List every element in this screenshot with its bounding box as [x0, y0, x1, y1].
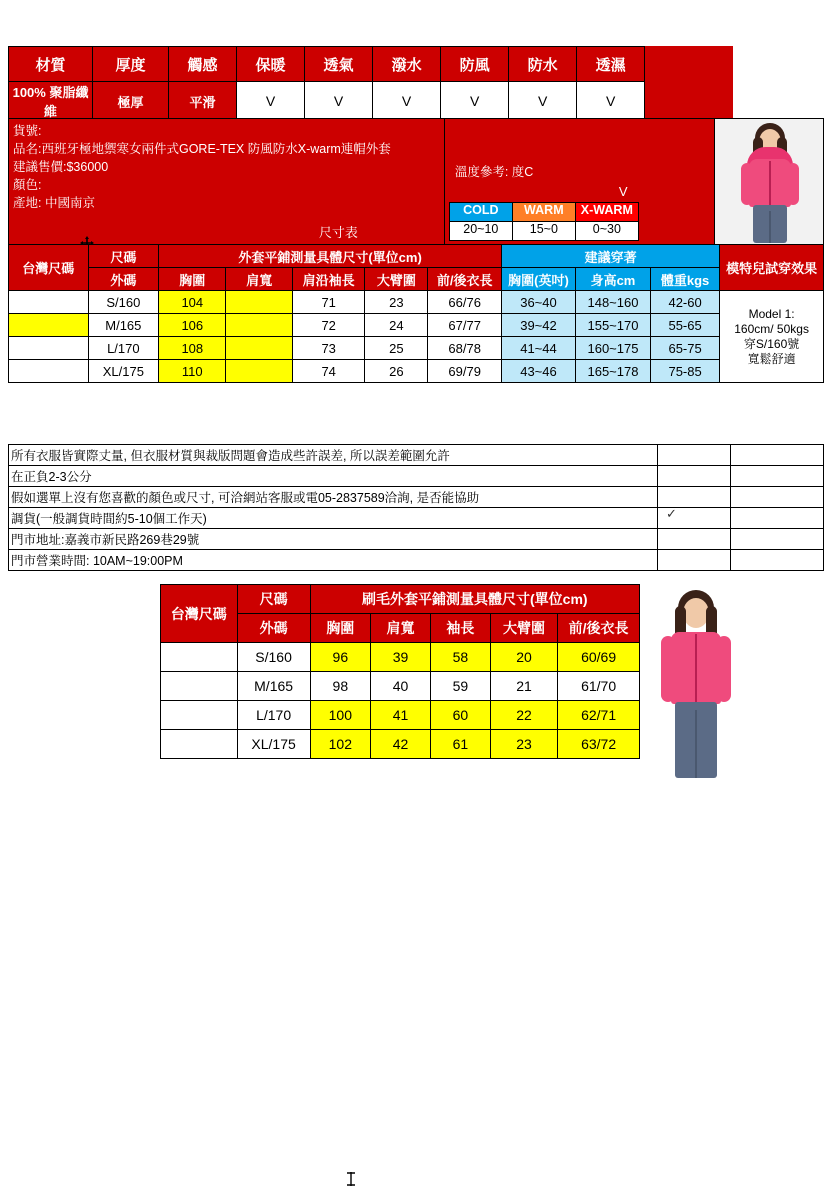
- feature-value-water-repellent: V: [373, 82, 441, 121]
- cell-sleeve: 60: [430, 701, 490, 730]
- note-spacer: [731, 466, 824, 487]
- note-row: [9, 508, 824, 529]
- price-label: 建議售價:$36000: [13, 160, 109, 174]
- feature-value-warm: V: [237, 82, 305, 121]
- note-line: 門市地址:嘉義市新民路269巷29號: [9, 529, 658, 550]
- cell-shoulder: 41: [371, 701, 431, 730]
- note-row: [9, 445, 824, 466]
- product-photo-cell: [714, 119, 823, 246]
- fleece-size-chart-table: [160, 584, 640, 759]
- fleece-header-length: 前/後衣長: [558, 614, 640, 643]
- cell-chest-inch: 43~46: [502, 360, 576, 383]
- note-spacer: [658, 487, 731, 508]
- product-info-table: [8, 118, 824, 246]
- fleece-model-photo: [641, 584, 751, 779]
- cell-weight: 42-60: [651, 291, 720, 314]
- feature-value-touch: 平滑: [168, 82, 236, 121]
- table-row: [9, 337, 824, 360]
- temp-reference-label: 溫度參考: 度C: [454, 165, 534, 179]
- model-note-line: Model 1:: [748, 306, 795, 321]
- cell-size: S/160: [88, 291, 159, 314]
- cell-height: 165~178: [575, 360, 650, 383]
- table-row: [161, 643, 640, 672]
- fleece-group-title: 刷毛外套平鋪測量具體尺寸(單位cm): [310, 585, 639, 614]
- feature-header-cell: 透氣: [305, 47, 373, 82]
- size-chart-header-size: 外碼: [88, 268, 159, 291]
- temp-col-cold: COLD: [449, 203, 512, 222]
- feature-value-material: 100% 聚脂纖維: [9, 82, 93, 121]
- cell-chest-inch: 36~40: [502, 291, 576, 314]
- model-note-line: 穿S/160號: [743, 336, 800, 351]
- cell-chest: 96: [310, 643, 370, 672]
- size-chart-group-model: 模特兒試穿效果: [720, 245, 824, 291]
- cell-weight: 55-65: [651, 314, 720, 337]
- cell-chest: 108: [159, 337, 226, 360]
- cell-sleeve: 74: [293, 360, 365, 383]
- cell-arm: 22: [490, 701, 557, 730]
- cell-length: 67/77: [428, 314, 502, 337]
- check-mark-icon: ✓: [666, 506, 677, 521]
- feature-header-cell: 材質: [9, 47, 93, 82]
- cell-shoulder: [226, 291, 293, 314]
- product-info-block: [8, 118, 824, 244]
- feature-header-cell: 防水: [509, 47, 577, 82]
- table-row: [9, 291, 824, 314]
- size-chart-header-weight: 體重kgs: [651, 268, 720, 291]
- size-chart-group-suggest: 建議穿著: [502, 245, 720, 268]
- temperature-table: [449, 202, 639, 241]
- fleece-header-shoulder: 肩寬: [371, 614, 431, 643]
- size-chart-header-row: [9, 268, 824, 291]
- size-chart-group-row: [9, 245, 824, 268]
- product-info-text: [9, 119, 445, 246]
- temp-val-warm: 15~0: [512, 222, 575, 241]
- temperature-reference-cell: [318, 119, 714, 246]
- feature-header-cell: 透濕: [577, 47, 645, 82]
- note-line: 假如選單上沒有您喜歡的顏色或尺寸, 可洽網站客服或電05-2837589洽詢, 是否能協助: [9, 487, 658, 508]
- cell-size: XL/175: [88, 360, 159, 383]
- feature-value-spacer: [645, 82, 732, 121]
- cell-arm: 26: [365, 360, 428, 383]
- feature-value-moisture: V: [577, 82, 645, 121]
- note-spacer: [658, 445, 731, 466]
- cell-arm: 24: [365, 314, 428, 337]
- cell-size: L/170: [237, 701, 310, 730]
- note-row: [9, 529, 824, 550]
- temp-val-cold: 20~10: [449, 222, 512, 241]
- cell-length: 62/71: [558, 701, 640, 730]
- cell-shoulder: [226, 360, 293, 383]
- cell-arm: 23: [365, 291, 428, 314]
- note-line: 調貨(一般調貨時間約5-10個工作天): [9, 508, 658, 529]
- fleece-chart-wrapper: [160, 584, 640, 759]
- row-stub: [161, 730, 238, 759]
- model-photo: [715, 119, 823, 245]
- cell-chest: 110: [159, 360, 226, 383]
- text-cursor-icon: [345, 1172, 357, 1186]
- note-spacer: [658, 466, 731, 487]
- origin-label: 產地: 中國南京: [13, 196, 95, 210]
- cell-shoulder: [226, 337, 293, 360]
- cell-sleeve: 58: [430, 643, 490, 672]
- row-stub: [9, 291, 89, 314]
- cell-sleeve: 71: [293, 291, 365, 314]
- feature-header-cell: 潑水: [373, 47, 441, 82]
- note-spacer: [731, 529, 824, 550]
- cell-shoulder: 42: [371, 730, 431, 759]
- cell-arm: 20: [490, 643, 557, 672]
- cell-sleeve: 73: [293, 337, 365, 360]
- temp-col-xwarm: X-WARM: [575, 203, 638, 222]
- fleece-header-size: 外碼: [237, 614, 310, 643]
- row-stub: [161, 672, 238, 701]
- row-stub: [9, 360, 89, 383]
- fleece-group-size: 尺碼: [237, 585, 310, 614]
- cell-size: S/160: [237, 643, 310, 672]
- feature-header-cell: 防風: [441, 47, 509, 82]
- model-note-line: 160cm/ 50kgs: [734, 321, 809, 336]
- notes-table: [8, 444, 824, 571]
- color-label: 顏色:: [13, 178, 42, 192]
- cell-height: 160~175: [575, 337, 650, 360]
- cell-size: M/165: [88, 314, 159, 337]
- row-stub: [161, 701, 238, 730]
- feature-header-cell: 觸感: [168, 47, 236, 82]
- cell-shoulder: [226, 314, 293, 337]
- cell-length: 66/76: [428, 291, 502, 314]
- feature-value-empty: [732, 82, 823, 121]
- size-chart-header-shoulder: 肩寬: [226, 268, 293, 291]
- note-spacer: [731, 445, 824, 466]
- size-chart-group-size: 尺碼: [88, 245, 159, 268]
- cell-chest-inch: 41~44: [502, 337, 576, 360]
- feature-value-waterproof: V: [509, 82, 577, 121]
- size-chart-header-arm: 大臂圍: [365, 268, 428, 291]
- note-line: 門市營業時間: 10AM~19:00PM: [9, 550, 658, 571]
- cell-chest: 102: [310, 730, 370, 759]
- size-chart-header-length: 前/後衣長: [428, 268, 502, 291]
- fleece-group-row: [161, 585, 640, 614]
- cell-chest: 104: [159, 291, 226, 314]
- cell-chest-inch: 39~42: [502, 314, 576, 337]
- table-row: [9, 360, 824, 383]
- row-stub: [9, 314, 89, 337]
- cell-length: 63/72: [558, 730, 640, 759]
- model-note-cell: [720, 291, 824, 383]
- size-chart-header-height: 身高cm: [575, 268, 650, 291]
- size-chart-header-chest-inch: 胸圍(英吋): [502, 268, 576, 291]
- cell-arm: 25: [365, 337, 428, 360]
- fleece-header-chest: 胸圍: [310, 614, 370, 643]
- note-spacer: [658, 529, 731, 550]
- feature-header-cell: 厚度: [93, 47, 169, 82]
- cell-sleeve: 59: [430, 672, 490, 701]
- cell-size: XL/175: [237, 730, 310, 759]
- model-note-line: 寬鬆舒適: [747, 351, 796, 366]
- row-stub: [161, 643, 238, 672]
- cell-size: M/165: [237, 672, 310, 701]
- note-spacer: [731, 487, 824, 508]
- feature-header-cell: 保暖: [237, 47, 305, 82]
- table-row: [161, 701, 640, 730]
- cell-weight: 75-85: [651, 360, 720, 383]
- size-table-label: 尺寸表: [318, 225, 358, 240]
- feature-value-windproof: V: [441, 82, 509, 121]
- cell-length: 68/78: [428, 337, 502, 360]
- feature-value-thickness: 極厚: [93, 82, 169, 121]
- note-row: [9, 487, 824, 508]
- size-chart-stub-label: 台灣尺碼: [9, 245, 89, 291]
- cell-chest: 106: [159, 314, 226, 337]
- cell-length: 61/70: [558, 672, 640, 701]
- size-chart-header-chest: 胸圍: [159, 268, 226, 291]
- size-chart-table: [8, 244, 824, 383]
- feature-header-row: [9, 47, 824, 82]
- cell-sleeve: 61: [430, 730, 490, 759]
- note-row: [9, 466, 824, 487]
- cell-shoulder: 40: [371, 672, 431, 701]
- size-chart-header-sleeve: 肩沿袖長: [293, 268, 365, 291]
- table-row: [9, 314, 824, 337]
- note-spacer: [658, 550, 731, 571]
- cell-arm: 23: [490, 730, 557, 759]
- feature-value-breathable: V: [305, 82, 373, 121]
- cell-chest: 100: [310, 701, 370, 730]
- cell-arm: 21: [490, 672, 557, 701]
- feature-value-row: [9, 82, 824, 121]
- size-chart-group-outer: 外套平鋪測量具體尺寸(單位cm): [159, 245, 502, 268]
- cell-height: 155~170: [575, 314, 650, 337]
- cell-height: 148~160: [575, 291, 650, 314]
- row-stub: [9, 337, 89, 360]
- fleece-header-sleeve: 袖長: [430, 614, 490, 643]
- feature-header-spacer: [645, 47, 732, 82]
- cell-sleeve: 72: [293, 314, 365, 337]
- table-row: [161, 672, 640, 701]
- note-row: [9, 550, 824, 571]
- temp-val-xwarm: 0~30: [575, 222, 638, 241]
- item-no-label: 貨號:: [13, 124, 42, 138]
- cell-length: 60/69: [558, 643, 640, 672]
- cell-length: 69/79: [428, 360, 502, 383]
- fleece-stub-label: 台灣尺碼: [161, 585, 238, 643]
- cell-chest: 98: [310, 672, 370, 701]
- temp-col-warm: WARM: [512, 203, 575, 222]
- fleece-header-arm: 大臂圍: [490, 614, 557, 643]
- cell-weight: 65-75: [651, 337, 720, 360]
- note-spacer: [731, 508, 824, 529]
- cell-shoulder: 39: [371, 643, 431, 672]
- note-line: 所有衣服皆實際丈量, 但衣服材質與裁版問題會造成些許誤差, 所以誤差範圍允許: [9, 445, 658, 466]
- note-line: 在正負2-3公分: [9, 466, 658, 487]
- feature-table: [8, 46, 824, 121]
- product-name-label: 品名:西班牙極地禦寒女兩件式GORE-TEX 防風防水X-warm連帽外套: [13, 142, 391, 156]
- feature-header-empty: [732, 47, 823, 82]
- note-spacer: [731, 550, 824, 571]
- temp-v-mark: V: [618, 184, 628, 199]
- table-row: [161, 730, 640, 759]
- cell-size: L/170: [88, 337, 159, 360]
